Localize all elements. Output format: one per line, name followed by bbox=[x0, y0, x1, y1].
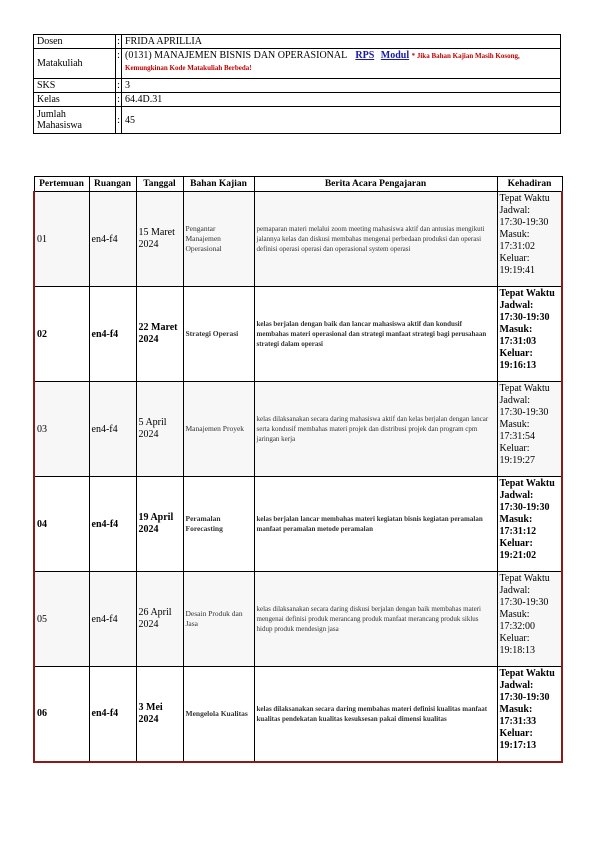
masuk-value: 17:32:00 bbox=[499, 621, 536, 632]
table-row bbox=[34, 382, 562, 477]
attendance-status: Tepat Waktu bbox=[499, 668, 555, 679]
rps-link[interactable]: RPS bbox=[355, 50, 375, 61]
attendance-body bbox=[34, 192, 562, 762]
jadwal-value: 17:30-19:30 bbox=[499, 407, 549, 418]
jumlah-value: 45 bbox=[122, 107, 561, 134]
masuk-value: 17:31:33 bbox=[499, 716, 537, 727]
masuk-value: 17:31:54 bbox=[499, 431, 536, 442]
attendance-status: Tepat Waktu bbox=[499, 573, 550, 584]
attendance-status: Tepat Waktu bbox=[499, 383, 550, 394]
masuk-label: Masuk: bbox=[499, 704, 533, 715]
pertemuan-cell: 04 bbox=[34, 477, 89, 572]
jadwal-value: 17:30-19:30 bbox=[499, 502, 550, 513]
masuk-value: 17:31:12 bbox=[499, 526, 537, 537]
ruangan-cell: en4-f4 bbox=[89, 287, 136, 382]
bahan-kajian-cell: Desain Produk dan Jasa bbox=[183, 572, 254, 667]
table-row bbox=[34, 477, 562, 572]
kehadiran-cell bbox=[497, 477, 562, 572]
bahan-kajian-cell: Strategi Operasi bbox=[183, 287, 254, 382]
tanggal-cell: 15 Maret 2024 bbox=[136, 192, 183, 287]
jadwal-label: Jadwal: bbox=[499, 490, 534, 501]
info-row-sks bbox=[34, 79, 561, 93]
ruangan-cell: en4-f4 bbox=[89, 667, 136, 762]
header-bahan-kajian: Bahan Kajian bbox=[183, 177, 254, 192]
sks-label: SKS bbox=[34, 79, 116, 93]
ruangan-cell: en4-f4 bbox=[89, 477, 136, 572]
bahan-kajian-cell: Pengantar Manajemen Operasional bbox=[183, 192, 254, 287]
masuk-label: Masuk: bbox=[499, 514, 533, 525]
bahan-kajian-cell: Manajemen Proyek bbox=[183, 382, 254, 477]
keluar-value: 19:19:27 bbox=[499, 455, 536, 466]
colon: : bbox=[116, 49, 122, 79]
colon: : bbox=[117, 80, 120, 91]
tanggal-cell: 5 April 2024 bbox=[136, 382, 183, 477]
kehadiran-cell bbox=[497, 287, 562, 382]
table-row bbox=[34, 287, 562, 382]
pertemuan-cell: 05 bbox=[34, 572, 89, 667]
attendance-table bbox=[33, 176, 563, 763]
tanggal-cell: 26 April 2024 bbox=[136, 572, 183, 667]
colon: : bbox=[116, 107, 122, 134]
berita-acara-cell: pemaparan materi melalui zoom meeting mahasiswa aktif dan antusias mengikuti jalannya kelas dan diskusi membahas mengenai perbedaan produksi dan operasi definisi operasi operasi dan operasional system operasi bbox=[254, 192, 497, 287]
masuk-label: Masuk: bbox=[499, 324, 533, 335]
keluar-value: 19:21:02 bbox=[499, 550, 537, 561]
jadwal-label: Jadwal: bbox=[499, 585, 531, 596]
kehadiran-cell bbox=[497, 667, 562, 762]
pertemuan-cell: 01 bbox=[34, 192, 89, 287]
kehadiran-cell bbox=[497, 572, 562, 667]
berita-acara-cell: kelas berjalan lancar membahas materi kegiatan bisnis kegiatan peramalan manfaat peramalan metode peramalan bbox=[254, 477, 497, 572]
keluar-value: 19:19:41 bbox=[499, 265, 536, 276]
info-row-dosen bbox=[34, 35, 561, 49]
keluar-value: 19:16:13 bbox=[499, 360, 537, 371]
berita-acara-cell: kelas dilaksanakan secara daring membahas materi definisi kualitas manfaat kualitas pendekatan kualitas kesuksesan pakai dimensi kualitas bbox=[254, 667, 497, 762]
jadwal-label: Jadwal: bbox=[499, 205, 531, 216]
bahan-kajian-cell: Mengelola Kualitas bbox=[183, 667, 254, 762]
bahan-kajian-cell: Peramalan Forecasting bbox=[183, 477, 254, 572]
masuk-value: 17:31:02 bbox=[499, 241, 536, 252]
header-pertemuan: Pertemuan bbox=[34, 177, 89, 192]
pertemuan-cell: 06 bbox=[34, 667, 89, 762]
masuk-label: Masuk: bbox=[499, 609, 530, 620]
jadwal-value: 17:30-19:30 bbox=[499, 217, 549, 228]
sks-value: 3 bbox=[122, 79, 561, 93]
jadwal-label: Jadwal: bbox=[499, 680, 534, 691]
keluar-value: 19:17:13 bbox=[499, 740, 537, 751]
keluar-label: Keluar: bbox=[499, 728, 533, 739]
table-row bbox=[34, 572, 562, 667]
kehadiran-cell bbox=[497, 192, 562, 287]
keluar-label: Keluar: bbox=[499, 348, 533, 359]
attendance-status: Tepat Waktu bbox=[499, 478, 555, 489]
matakuliah-warning: * Jika Bahan Kajian Masih Kosong, Kemungkinan Kode Matakuliah Berbeda! bbox=[125, 52, 520, 72]
keluar-label: Keluar: bbox=[499, 443, 530, 454]
modul-link[interactable]: Modul bbox=[380, 50, 410, 61]
header-kehadiran: Kehadiran bbox=[497, 177, 562, 192]
jumlah-label: Jumlah Mahasiswa bbox=[34, 107, 116, 134]
jadwal-label: Jadwal: bbox=[499, 300, 534, 311]
jadwal-value: 17:30-19:30 bbox=[499, 312, 550, 323]
keluar-label: Keluar: bbox=[499, 253, 530, 264]
kehadiran-cell bbox=[497, 382, 562, 477]
colon: : bbox=[117, 94, 120, 105]
matakuliah-label: Matakuliah bbox=[34, 49, 116, 79]
dosen-value: FRIDA APRILLIA bbox=[122, 35, 561, 49]
jadwal-value: 17:30-19:30 bbox=[499, 597, 549, 608]
tanggal-cell: 19 April 2024 bbox=[136, 477, 183, 572]
masuk-label: Masuk: bbox=[499, 229, 530, 240]
header-ruangan: Ruangan bbox=[89, 177, 136, 192]
pertemuan-cell: 02 bbox=[34, 287, 89, 382]
kelas-label: Kelas bbox=[34, 93, 116, 107]
berita-acara-cell: kelas berjalan dengan baik dan lancar mahasiswa aktif dan kondusif membahas materi operasional dan strategi manfaat strategi bagi perusahaan strategi dalam operasi bbox=[254, 287, 497, 382]
table-row bbox=[34, 667, 562, 762]
berita-acara-cell: kelas dilaksanakan secara daring mahasiswa aktif dan kelas berjalan dengan lancar serta kondusif membahas materi projek dan distribusi projek dan program cpm jaringan kerja bbox=[254, 382, 497, 477]
dosen-label: Dosen bbox=[34, 35, 116, 49]
colon: : bbox=[117, 36, 120, 47]
ruangan-cell: en4-f4 bbox=[89, 382, 136, 477]
jadwal-value: 17:30-19:30 bbox=[499, 692, 550, 703]
kelas-value: 64.4D.31 bbox=[122, 93, 561, 107]
keluar-label: Keluar: bbox=[499, 633, 530, 644]
tanggal-cell: 22 Maret 2024 bbox=[136, 287, 183, 382]
ruangan-cell: en4-f4 bbox=[89, 572, 136, 667]
tanggal-cell: 3 Mei 2024 bbox=[136, 667, 183, 762]
info-row-jumlah bbox=[34, 107, 561, 134]
keluar-label: Keluar: bbox=[499, 538, 533, 549]
course-info-table bbox=[33, 34, 561, 134]
matakuliah-cell bbox=[122, 49, 561, 79]
attendance-status: Tepat Waktu bbox=[499, 288, 555, 299]
attendance-status: Tepat Waktu bbox=[499, 193, 550, 204]
header-berita-acara: Berita Acara Pengajaran bbox=[254, 177, 497, 192]
info-row-matakuliah bbox=[34, 49, 561, 79]
ruangan-cell: en4-f4 bbox=[89, 192, 136, 287]
keluar-value: 19:18:13 bbox=[499, 645, 536, 656]
pertemuan-cell: 03 bbox=[34, 382, 89, 477]
masuk-label: Masuk: bbox=[499, 419, 530, 430]
jadwal-label: Jadwal: bbox=[499, 395, 531, 406]
attendance-header-row bbox=[34, 177, 562, 192]
header-tanggal: Tanggal bbox=[136, 177, 183, 192]
masuk-value: 17:31:03 bbox=[499, 336, 537, 347]
berita-acara-cell: kelas dilaksanakan secara daring diskusi berjalan dengan baik membahas materi mengenai definisi produk merancang produk manfaat merancang produk siklus hidup produk mendesign jasa bbox=[254, 572, 497, 667]
matakuliah-value: (0131) MANAJEMEN BISNIS DAN OPERASIONAL bbox=[125, 50, 347, 61]
table-row bbox=[34, 192, 562, 287]
info-row-kelas bbox=[34, 93, 561, 107]
